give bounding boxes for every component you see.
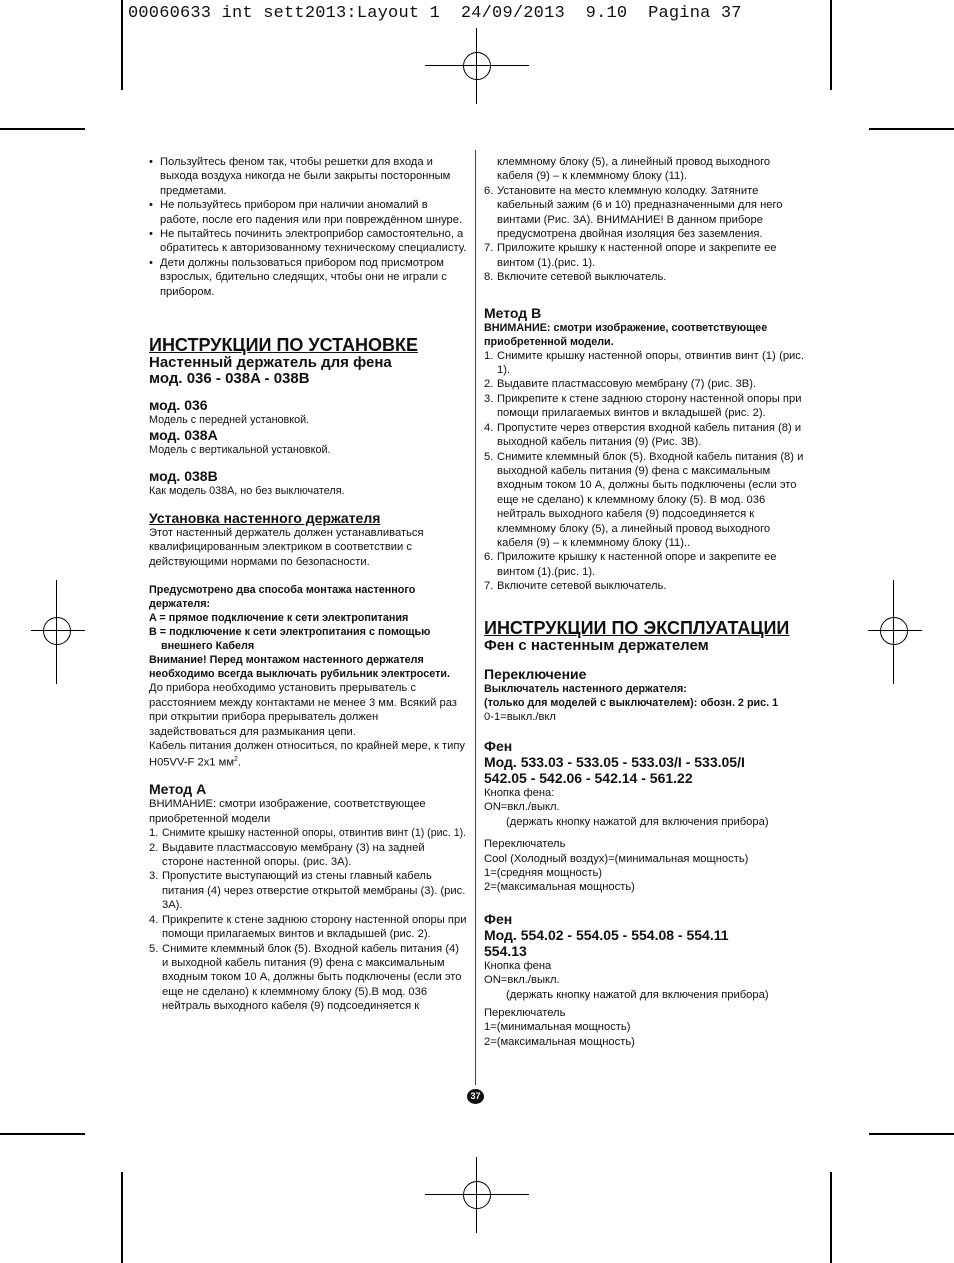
method-a-note: ВНИМАНИЕ: смотри изображение, соответствующее приобретенной модели	[149, 798, 426, 825]
safety-bullet: • Дети должны пользоваться прибором под присмотром взрослых, бдительно следящих, чтобы они не играли с прибором.	[149, 256, 447, 298]
fen2-button-note: (держать кнопку нажатой для включения прибора)	[506, 988, 769, 1001]
mod036-text: Модель с передней установкой.	[149, 414, 310, 427]
method-a-step: 6. Установите на место клеммную колодку. Затяните кабельный зажим (6 и 10) предназначенными для него винтами (Рис. 3A). ВНИМАНИЕ! В данном приборе предусмотрена двойная изоляция без заземления.	[484, 184, 783, 241]
switch-values: 0-1=выкл./вкл	[484, 710, 556, 723]
method-a-title: Метод A	[149, 781, 207, 798]
left-column	[149, 155, 467, 1014]
method-b-step: 2. Выдавите пластмассовую мембрану (7) (рис. 3B).	[484, 378, 757, 391]
fen2-switch-label: Переключатель	[484, 1007, 566, 1020]
safety-bullet: • Не пытайтесь починить электроприбор самостоятельно, а обратитесь к авторизованному техническому специалисту.	[149, 228, 467, 255]
method-a-step: 1. Снимите крышку настенной опоры, отвинтив винт (1) (рис. 1).	[149, 827, 467, 840]
method-b-step: 1. Снимите крышку настенной опоры, отвинтив винт (1) (рис. 1).	[484, 349, 804, 377]
fen1-button-on: ON=вкл./выкл.	[484, 801, 560, 814]
fen1-switch-label: Переключатель	[484, 838, 566, 851]
method-a-definition: A = прямое подключение к сети электропитания	[149, 612, 409, 625]
fen2-button-on: ON=вкл./выкл.	[484, 974, 560, 987]
fen1-button-label: Кнопка фена:	[484, 786, 555, 799]
page-number: 37	[467, 1089, 484, 1104]
method-b-definition: B = подключение к сети электропитания с помощью внешнего Кабеля	[149, 626, 431, 653]
safety-bullet: • Не пользуйтесь прибором при наличии аномалий в работе, после его падения или при повреждённом шнуре.	[149, 199, 463, 226]
fen2-models: Мод. 554.02 - 554.05 - 554.08 - 554.11	[484, 926, 729, 943]
fen1-models-cont: 542.05 - 542.06 - 542.14 - 561.22	[484, 769, 693, 786]
fen1-switch-cool: Cool (Холодный воздух)=(минимальная мощность)	[484, 852, 749, 865]
safety-bullet: • Пользуйтесь феном так, чтобы решетки для входа и выхода воздуха никогда не были закрыты посторонным предметами.	[149, 156, 451, 197]
fen2-switch-2: 2=(максимальная мощность)	[484, 1035, 635, 1048]
mount-title: Установка настенного держателя	[149, 510, 381, 527]
usage-subtitle: Фен с настенным держателем	[484, 636, 709, 654]
methods-intro: Предусмотрено два способа монтажа настенного держателя:	[149, 584, 416, 611]
method-a-step: 4. Прикрепите к стене заднюю сторону настенной опоры при помощи прилагаемых винтов и вкладышей (рис. 2).	[149, 913, 467, 941]
power-off-warning: Внимание! Перед монтажом настенного держателя необходимо всегда выключать рубильник электросети.	[149, 654, 450, 681]
fen1-title: Фен	[484, 737, 513, 754]
mod038b-title: мод. 038B	[149, 468, 218, 485]
cable-text: Кабель питания должен относиться, по крайней мере, к типу H05VV-F 2x1 $мм^2$.	[149, 739, 465, 770]
method-b-step: 6. Приложите крышку к настенной опоре и закрепите ее винтом (1).(рис. 1).	[484, 551, 777, 578]
method-a-step: 5. Снимите клеммный блок (5). Входной кабель питания (4) и выходной кабель питания (9) фена с максимальным входным током 10 A, должны быть подключены (если это еще не сделано) к клеммному блоку (5).В мод. 036 нейтраль выходного кабеля (9) подсоединяется к	[149, 942, 462, 1013]
method-a-step: 8. Включите сетевой выключатель.	[484, 271, 667, 284]
fen2-models-cont: 554.13	[484, 942, 527, 959]
crop-mark-bottom-left-h	[0, 1133, 85, 1135]
print-slug: 00060633 int sett2013:Layout 1 24/09/2013 9.10 Pagina 37	[128, 4, 742, 23]
crop-mark-top-left-v	[121, 0, 123, 90]
fen1-switch-2: 2=(максимальная мощность)	[484, 881, 635, 894]
switch-models-note: (только для моделей с выключателем): обозн. 2 рис. 1	[484, 696, 779, 709]
method-a-step: 3. Пропустите выступающий из стены главный кабель питания (4) через отверстие открытой мембраны (3). (рис. 3A).	[149, 870, 466, 912]
method-b-step: 5. Снимите клеммный блок (5). Входной кабель питания (8) и выходной кабель питания (9) фена с максимальным входным током 10 A, должны быть подключены (если это еще не сделано) к клеммному блоку (5). В мод. 036 нейтраль выходного кабеля (9) подсоединяется к клеммному блоку (5), а линейный провод выходного кабеля (9) – к клеммному блоку (11)..	[484, 450, 804, 549]
fen1-button-note: (держать кнопку нажатой для включения прибора)	[506, 815, 769, 828]
crop-mark-bottom-left-v	[121, 1172, 123, 1263]
install-subtitle: Настенный держатель для фена	[149, 354, 392, 372]
method-a-step: 2. Выдавите пластмассовую мембрану (3) на задней стороне настенной опоры. (рис. 3A).	[149, 841, 425, 869]
mod036-title: мод. 036	[149, 397, 208, 414]
crop-mark-bottom-right-h	[869, 1133, 954, 1135]
method-b-step: 3. Прикрепите к стене заднюю сторону настенной опоры при помощи прилагаемых винтов и вкладышей (рис. 2).	[484, 392, 802, 420]
crop-mark-top-right-h	[869, 128, 954, 130]
usage-title: ИНСТРУКЦИИ ПО ЭКСПЛУАТАЦИИ	[484, 617, 790, 638]
method-a-continued: клеммному блоку (5), а линейный провод выходного кабеля (9) – к клеммному блоку (11).	[497, 156, 771, 183]
switch-label: Выключатель настенного держателя:	[484, 682, 687, 695]
install-models: мод. 036 - 038A - 038B	[149, 370, 310, 388]
fen1-switch-1: 1=(средняя мощность)	[484, 867, 602, 879]
method-b-step: 4. Пропустите через отверстия входной кабель питания (8) и выходной кабель питания (9) (Рис. 3B).	[484, 421, 802, 449]
method-b-title: Метод B	[484, 304, 542, 321]
mod038b-text: Как модель 038A, но без выключателя.	[149, 485, 345, 498]
fen2-button-label: Кнопка фена	[484, 959, 552, 972]
method-b-step: 7. Включите сетевой выключатель.	[484, 580, 667, 593]
mod038a-text: Модель с вертикальной установкой.	[149, 444, 331, 457]
breaker-text: До прибора необходимо установить прерыватель с расстоянием между контактами не менее 3 мм. Всякий раз при открытии прибора прерыватель должен задействоваться для размыкания цепи.	[149, 682, 457, 738]
method-a-step: 7. Приложите крышку к настенной опоре и закрепите ее винтом (1).(рис. 1).	[484, 242, 777, 269]
crop-mark-top-right-v	[830, 0, 832, 90]
column-divider	[475, 150, 476, 1085]
crop-mark-bottom-right-v	[830, 1172, 832, 1263]
crop-mark-top-left-h	[0, 128, 85, 130]
fen1-models: Мод. 533.03 - 533.05 - 533.03/I - 533.05/I	[484, 753, 745, 770]
method-b-note: ВНИМАНИЕ: смотри изображение, соответствующее приобретенной модели.	[484, 321, 768, 348]
install-title: ИНСТРУКЦИИ ПО УСТАНОВКЕ	[149, 335, 418, 356]
fen2-switch-1: 1=(минимальная мощность)	[484, 1021, 631, 1034]
fen2-title: Фен	[484, 910, 513, 927]
switch-title: Переключение	[484, 665, 587, 682]
right-column	[484, 155, 804, 1049]
mod038a-title: мод. 038A	[149, 427, 218, 444]
mount-text: Этот настенный держатель должен устанавливаться квалифицированным электриком в соответствии с действующими нормами по безопасности.	[149, 527, 424, 568]
